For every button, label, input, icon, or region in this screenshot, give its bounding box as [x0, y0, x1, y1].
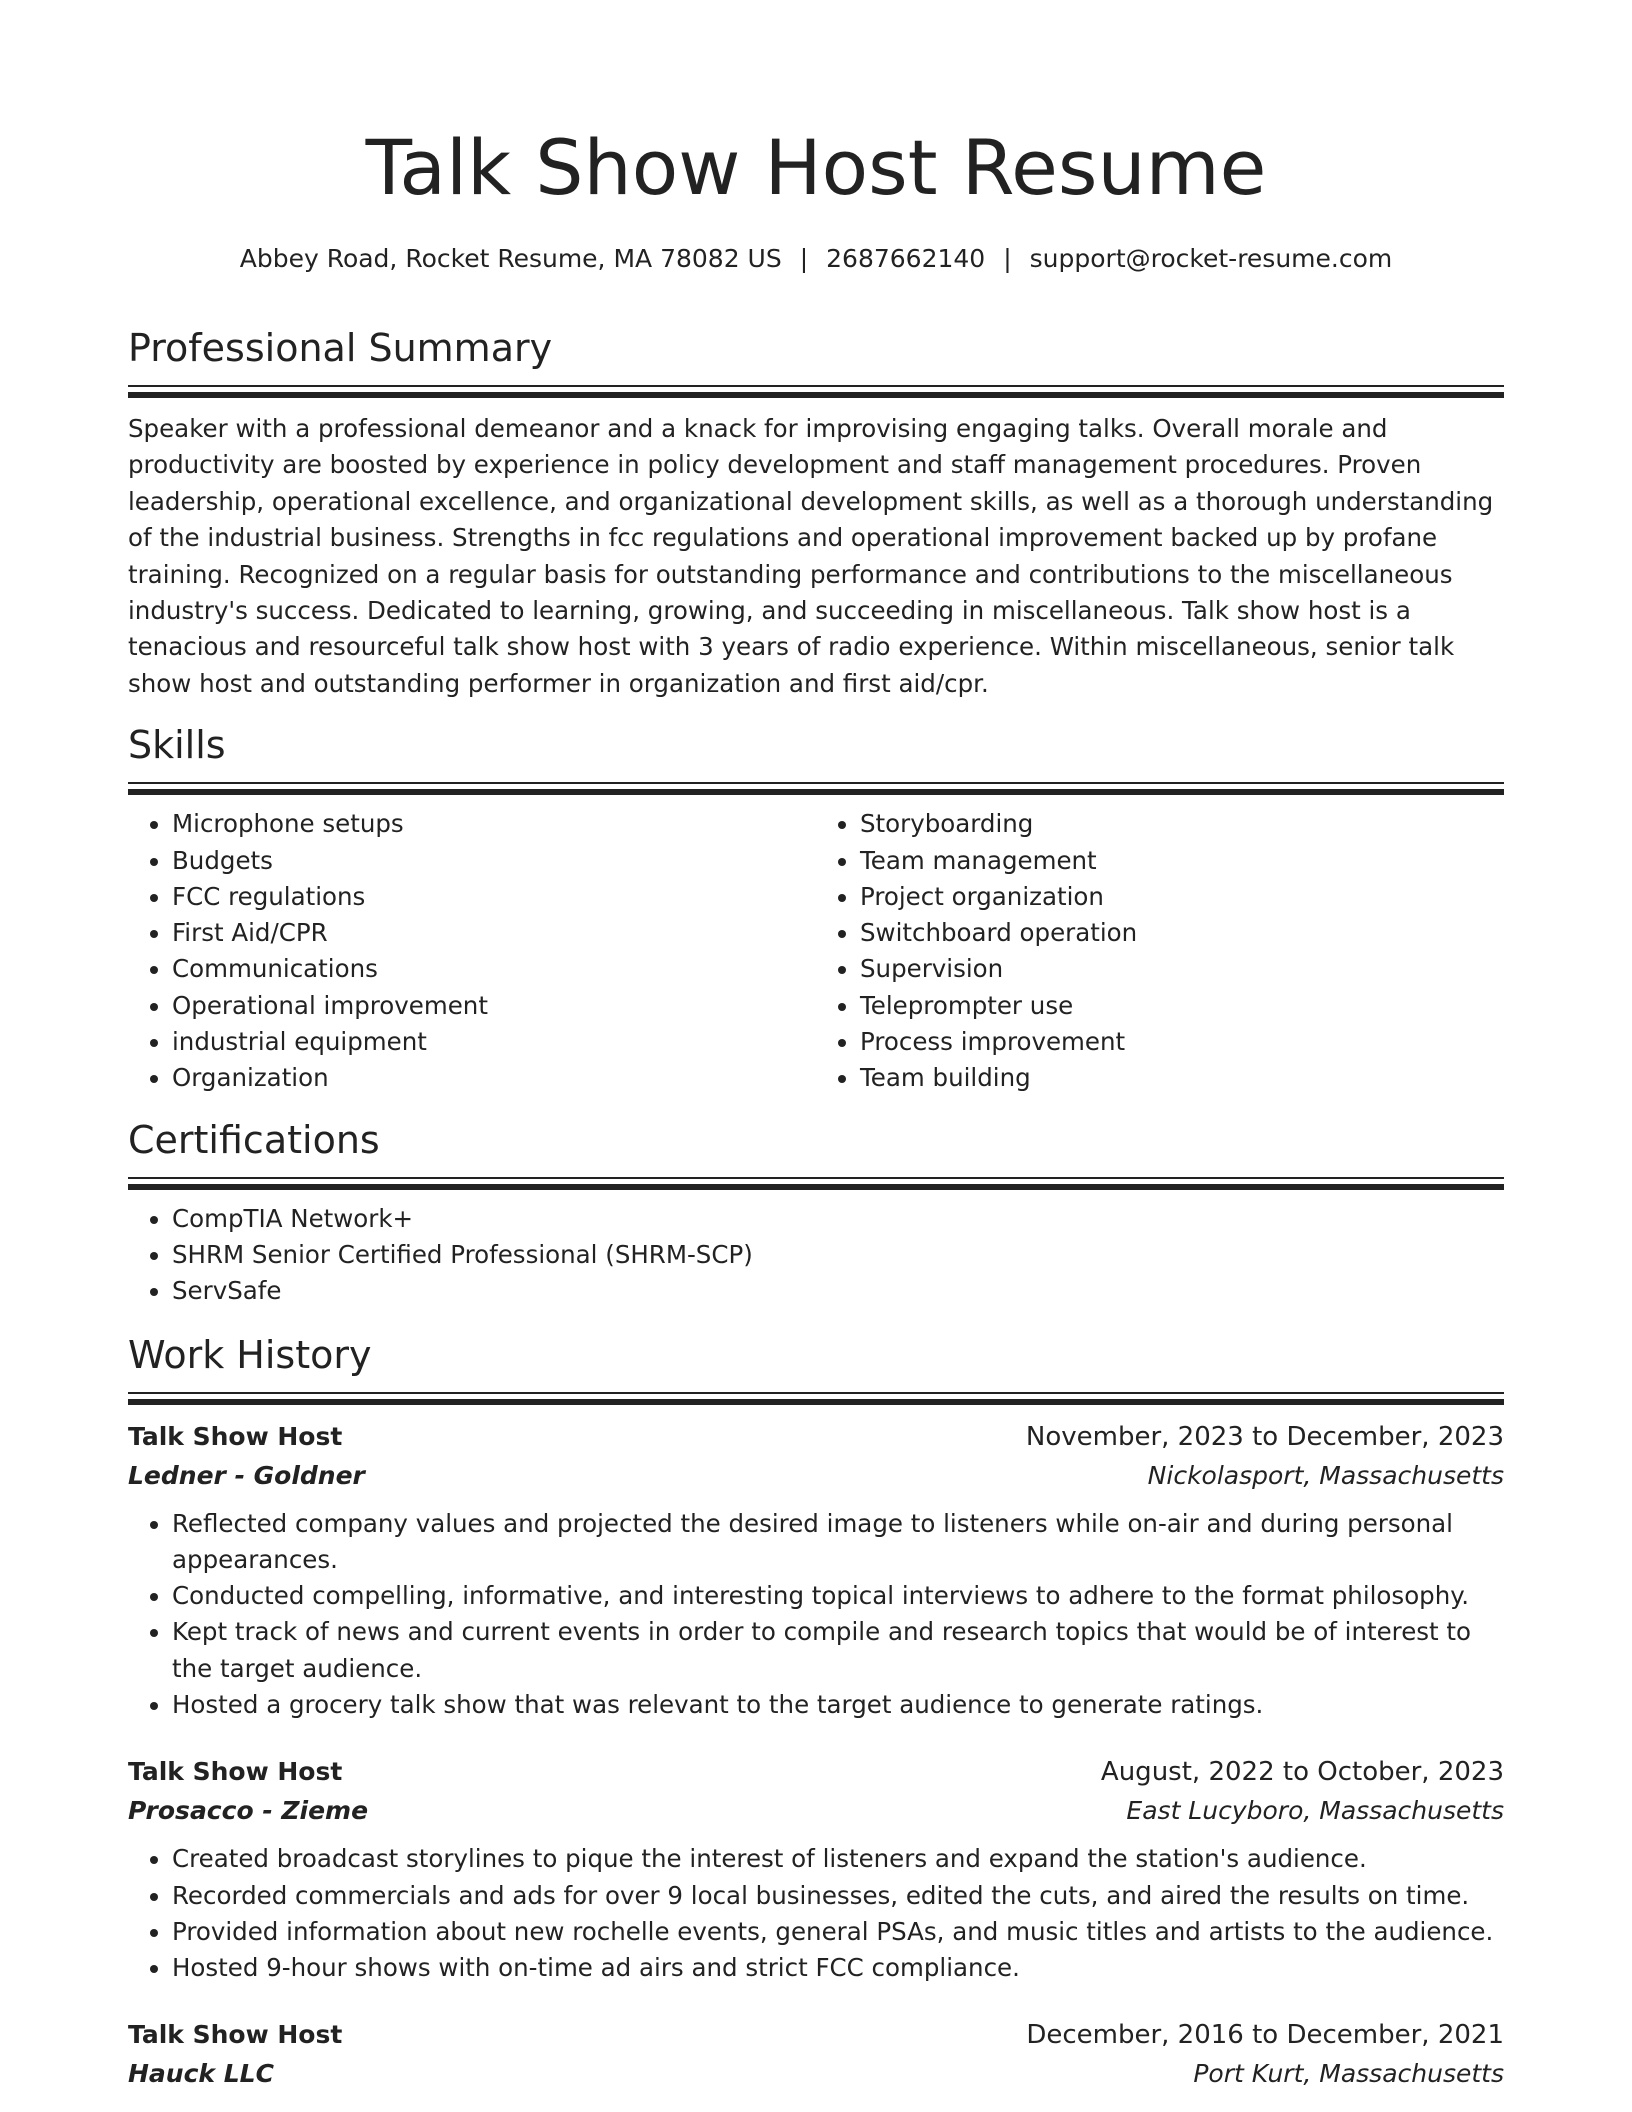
job-bullet: • Reflected company values and projected the desired image to listeners while on-air and during personal appearances. — [172, 1506, 1504, 1579]
section-divider — [128, 385, 1504, 397]
job-title: Talk Show Host — [128, 2020, 343, 2050]
skill-item: • Organization — [172, 1060, 816, 1096]
job-bullet: • Recorded commercials and ads for over 9 local businesses, edited the cuts, and aired the results on time. — [172, 1878, 1504, 1914]
skills-list-right — [816, 806, 1504, 1096]
job-header — [128, 1418, 1504, 1456]
skills-columns — [128, 806, 1504, 1096]
skill-item: • FCC regulations — [172, 879, 816, 915]
contact-email[interactable]: support@rocket-resume.com — [1029, 244, 1393, 273]
contact-phone: 2687662140 — [826, 244, 986, 273]
summary-heading: Professional Summary — [128, 326, 553, 370]
skill-item: • industrial equipment — [172, 1024, 816, 1060]
work-history-section — [128, 1332, 1504, 2095]
skill-item: • Operational improvement — [172, 988, 816, 1024]
certification-item: • SHRM Senior Certified Professional (SHRM-SCP) — [172, 1237, 1504, 1273]
section-divider — [128, 1392, 1504, 1404]
job-dates: November, 2023 to December, 2023 — [1025, 1421, 1504, 1452]
job-location: Nickolasport, Massachusetts — [1147, 1460, 1504, 1490]
contact-address: Abbey Road, Rocket Resume, MA 78082 US — [239, 244, 782, 273]
job-title: Talk Show Host — [128, 1421, 343, 1451]
job-bullet: • Kept track of news and current events in order to compile and research topics that would be of interest to the target audience. — [172, 1614, 1504, 1687]
job-dates: August, 2022 to October, 2023 — [1100, 1757, 1504, 1788]
skill-item: • Project organization — [860, 879, 1504, 915]
job-subheader — [128, 2054, 1504, 2094]
job-location: East Lucyboro, Massachusetts — [1126, 1796, 1504, 1826]
job-entry — [128, 1753, 1504, 1986]
skill-item: • Team management — [860, 843, 1504, 879]
job-subheader — [128, 1456, 1504, 1496]
page-title: Talk Show Host Resume — [365, 123, 1267, 212]
job-header — [128, 1753, 1504, 1791]
contact-line — [128, 244, 1504, 274]
summary-section — [128, 325, 1504, 702]
job-bullets — [128, 1841, 1504, 1986]
skill-item: • Team building — [860, 1060, 1504, 1096]
job-bullet: • Created broadcast storylines to pique the interest of listeners and expand the station's audience. — [172, 1841, 1504, 1877]
skill-item: • Microphone setups — [172, 806, 816, 842]
job-header — [128, 2016, 1504, 2054]
job-entry — [128, 1418, 1504, 1724]
job-bullet: • Hosted 9-hour shows with on-time ad airs and strict FCC compliance. — [172, 1950, 1504, 1986]
job-location: Port Kurt, Massachusetts — [1193, 2059, 1504, 2089]
job-dates: December, 2016 to December, 2021 — [1026, 2020, 1504, 2051]
certifications-list — [128, 1201, 1504, 1310]
skill-item: • Teleprompter use — [860, 988, 1504, 1024]
skill-item: • Budgets — [172, 843, 816, 879]
job-bullet: • Hosted a grocery talk show that was relevant to the target audience to generate ratings. — [172, 1687, 1504, 1723]
job-company: Hauck LLC — [128, 2059, 274, 2089]
job-title: Talk Show Host — [128, 1757, 343, 1787]
certification-item: • CompTIA Network+ — [172, 1201, 1504, 1237]
certification-item: • ServSafe — [172, 1273, 1504, 1309]
job-entry — [128, 2016, 1504, 2094]
skills-section — [128, 722, 1504, 1096]
skills-heading: Skills — [128, 723, 226, 768]
skill-item: • Storyboarding — [860, 806, 1504, 842]
certifications-heading: Certifications — [128, 1117, 380, 1162]
skill-item: • First Aid/CPR — [172, 915, 816, 951]
job-bullet: • Provided information about new rochelle events, general PSAs, and music titles and artists to the audience. — [172, 1914, 1504, 1950]
section-divider — [128, 1177, 1504, 1189]
certifications-section — [128, 1117, 1504, 1310]
summary-text: Speaker with a professional demeanor and a knack for improvising engaging talks. Overall morale and productivity are boosted by experience in policy development and staff management procedures. Proven leadership, operational excellence, and organizational development skills, as well as a thorough understanding of the industrial business. Strengths in fcc regulations and operational improvement backed up by profane training. Recognized on a regular basis for outstanding performance and contributions to the miscellaneous industry's success. Dedicated to learning, growing, and succeeding in miscellaneous. Talk show host is a tenacious and resourceful talk show host with 3 years of radio experience. Within miscellaneous, senior talk show host and outstanding performer in organization and first aid/cpr. — [128, 414, 1494, 698]
job-subheader — [128, 1791, 1504, 1831]
job-bullets — [128, 1506, 1504, 1724]
contact-separator: | — [1003, 244, 1012, 273]
skill-item: • Supervision — [860, 951, 1504, 987]
job-bullet: • Conducted compelling, informative, and interesting topical interviews to adhere to the format philosophy. — [172, 1578, 1504, 1614]
skill-item: • Switchboard operation — [860, 915, 1504, 951]
skills-list-left — [128, 806, 816, 1096]
job-company: Ledner - Goldner — [128, 1460, 365, 1490]
skill-item: • Communications — [172, 951, 816, 987]
section-divider — [128, 782, 1504, 794]
job-company: Prosacco - Zieme — [128, 1796, 369, 1826]
skill-item: • Process improvement — [860, 1024, 1504, 1060]
work-history-heading: Work History — [128, 1332, 372, 1377]
contact-separator: | — [799, 244, 809, 273]
